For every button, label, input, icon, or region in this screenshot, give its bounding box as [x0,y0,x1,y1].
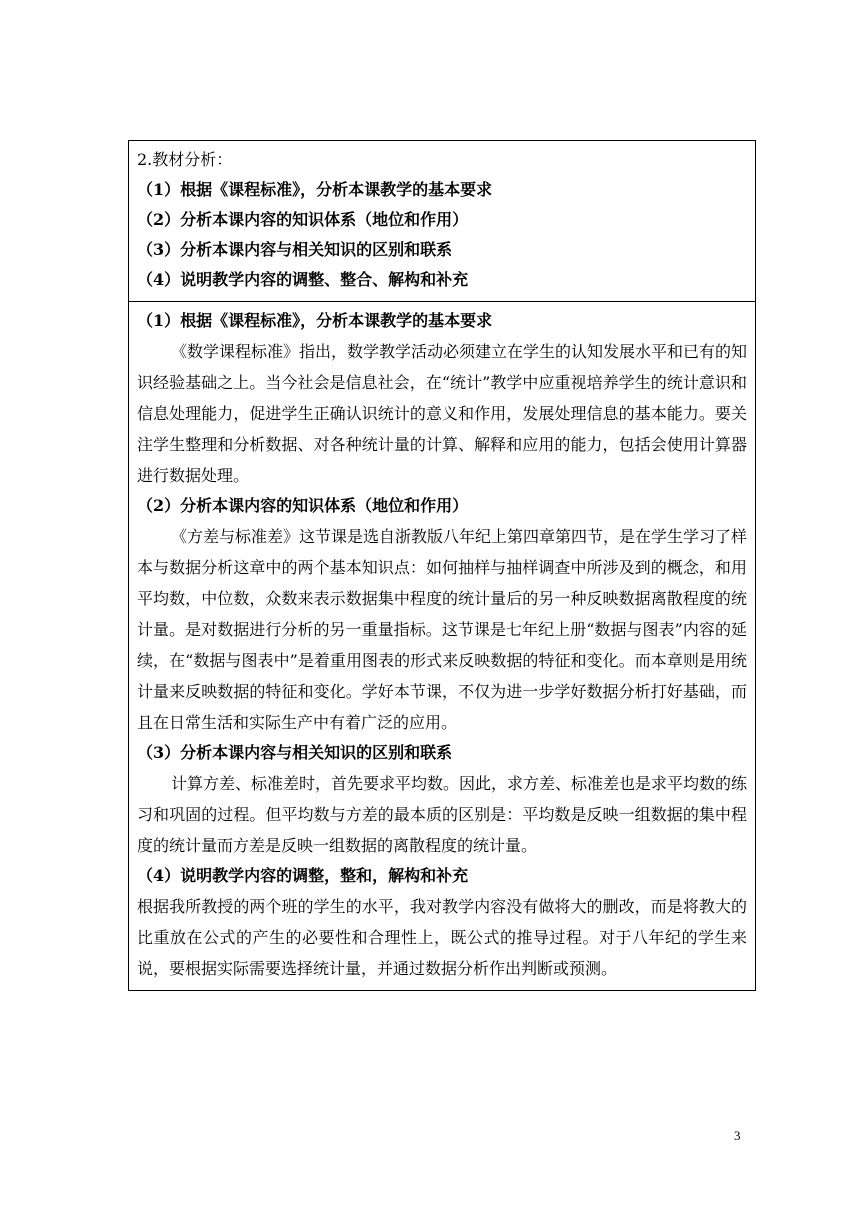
summary-heading: 2.教材分析： [137,150,233,169]
summary-item: （4）说明教学内容的调整、整合、解构和补充 [137,270,469,289]
summary-cell [129,141,755,301]
section-heading-3: （3）分析本课内容与相关知识的区别和联系 [137,743,453,762]
summary-item: （1）根据《课程标准》，分析本课教学的基本要求 [137,180,493,199]
analysis-table [128,140,756,991]
summary-item: （2）分析本课内容的知识体系（地位和作用） [137,210,469,229]
section-heading-1: （1）根据《课程标准》，分析本课教学的基本要求 [137,311,493,330]
section-heading-2: （2）分析本课内容的知识体系（地位和作用） [137,496,469,515]
section-heading-4: （4）说明教学内容的调整，整和，解构和补充 [137,866,469,885]
summary-item: （3）分析本课内容与相关知识的区别和联系 [137,240,453,259]
section-body-4: 根据我所教授的两个班的学生的水平，我对教学内容没有做将大的删改，而是将教大的比重放在公式的产生的必要性和合理性上，既公式的推导过程。对于八年纪的学生来说，要根据实际需要选择统计量，并通过数据分析作出判断或预测。 [137,897,747,978]
section-body-1: 《数学课程标准》指出，数学教学活动必须建立在学生的认知发展水平和已有的知识经验基础之上。当今社会是信息社会，在“统计”教学中应重视培养学生的统计意识和信息处理能力，促进学生正确认识统计的意义和作用，发展处理信息的基本能力。要关注学生整理和分析数据、对各种统计量的计算、解释和应用的能力，包括会使用计算器进行数据处理。 [137,342,748,485]
section-body-3: 计算方差、标准差时，首先要求平均数。因此，求方差、标准差也是求平均数的练习和巩固的过程。但平均数与方差的最本质的区别是：平均数是反映一组数据的集中程度的统计量而方差是反映一组数据的离散程度的统计量。 [137,774,748,855]
detail-cell [129,301,755,990]
section-body-2: 《方差与标准差》这节课是选自浙教版八年纪上第四章第四节，是在学生学习了样本与数据分析这章中的两个基本知识点：如何抽样与抽样调查中所涉及到的概念，和用平均数，中位数，众数来表示数据集中程度的统计量后的另一种反映数据离散程度的统计量。是对数据进行分析的另一重量指标。这节课是七年纪上册“数据与图表”内容的延续，在“数据与图表中”是着重用图表的形式来反映数据的特征和变化。而本章则是用统计量来反映数据的特征和变化。学好本节课，不仅为进一步学好数据分析打好基础，而且在日常生活和实际生产中有着广泛的应用。 [137,527,748,732]
page-number: 3 [734,1128,741,1143]
